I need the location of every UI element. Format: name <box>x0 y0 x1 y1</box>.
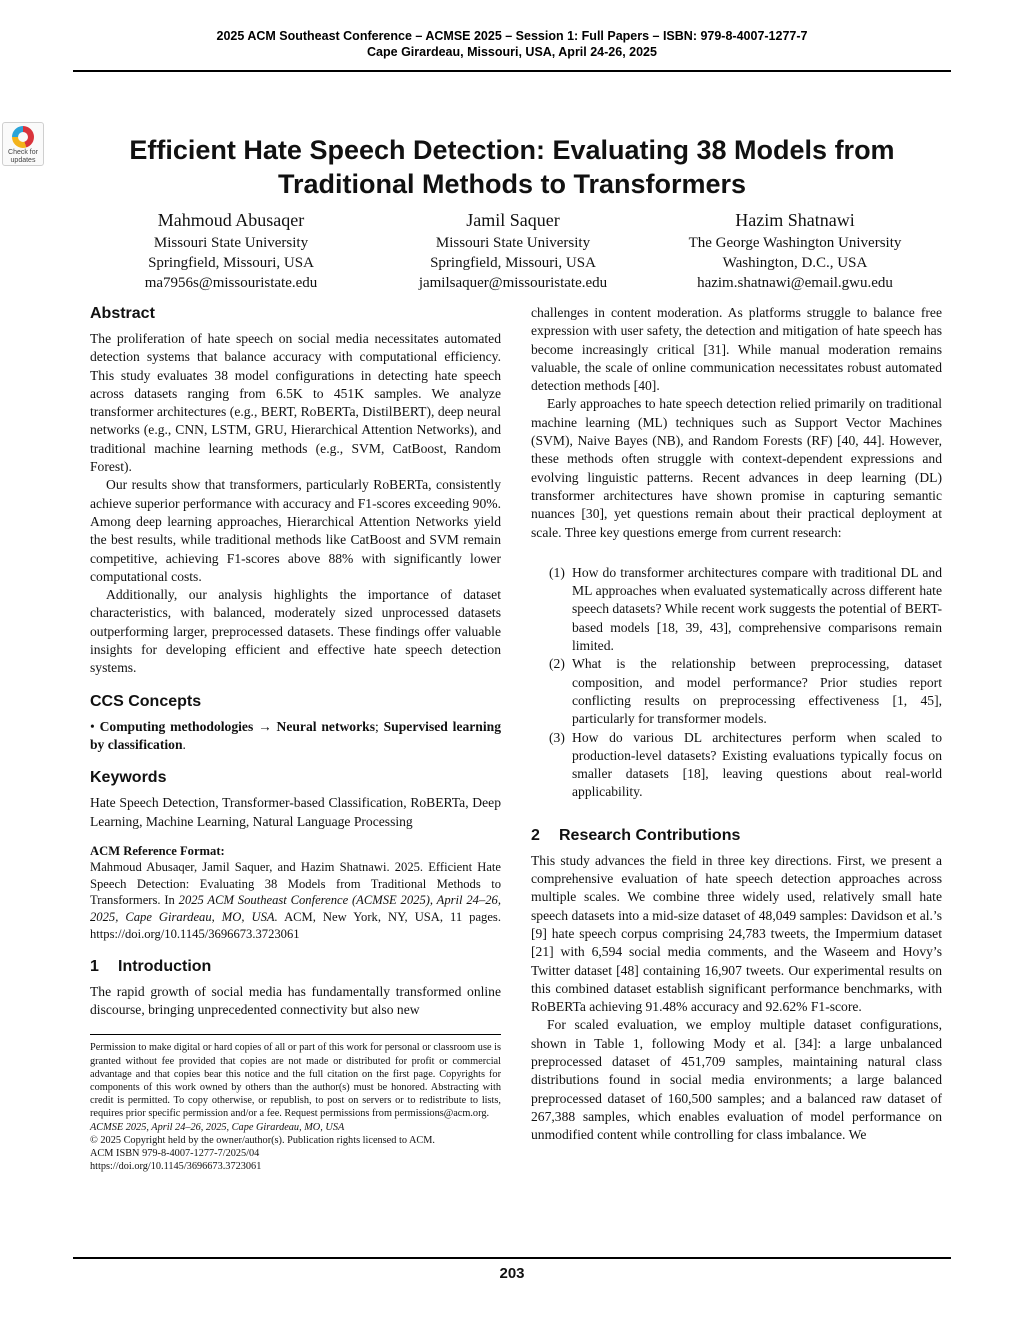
author-name: Mahmoud Abusaqer <box>157 210 305 230</box>
header-line-1: 2025 ACM Southeast Conference – ACMSE 2025 – Session 1: Full Papers – ISBN: 979-8-4007-1277-7 <box>216 29 808 43</box>
section-number: 1 <box>90 957 99 975</box>
section-number: 2 <box>531 826 540 844</box>
author-affiliation: Missouri State University <box>153 235 309 251</box>
author-location: Washington, D.C., USA <box>722 255 868 271</box>
permission-copyright: © 2025 Copyright held by the owner/author(s). Publication rights licensed to ACM. <box>90 1134 436 1146</box>
author-affiliation: The George Washington University <box>688 235 902 251</box>
reference-format-heading: ACM Reference Format: <box>90 843 225 858</box>
question-number: (1) <box>549 564 565 580</box>
ccs-arrow: → <box>258 718 272 734</box>
question-text: What is the relationship between preprocessing, dataset composition, and model performance? Prior studies report conflicting results on preprocessing effectiveness [1, 45], particularly for transformer models. <box>572 656 942 727</box>
question-text: How do various DL architectures perform when scaled to production-level datasets? Existing evaluations typically focus on smaller datasets [18], leaving questions about real-world applicability. <box>572 729 942 800</box>
reference-format-text <box>90 859 501 943</box>
question-text: How do transformer architectures compare with traditional DL and ML approaches when evaluated systematically across different hate speech datasets? While recent work suggests the potential of BERT-based models [18, 39, 43], comprehensive comparisons remain limited. <box>572 564 942 654</box>
permission-footnote <box>90 1041 501 1173</box>
author-email[interactable]: hazim.shatnawi@email.gwu.edu <box>697 275 893 291</box>
research-questions-list <box>531 564 942 802</box>
list-item <box>531 655 942 728</box>
author-location: Springfield, Missouri, USA <box>148 255 314 271</box>
author-3 <box>654 208 936 293</box>
author-email[interactable]: jamilsaquer@missouristate.edu <box>418 275 608 291</box>
contributions-heading <box>531 826 942 846</box>
section-title: Introduction <box>118 957 212 975</box>
section-title: Research Contributions <box>559 826 741 844</box>
author-block <box>90 208 936 293</box>
footer-rule <box>73 1257 951 1259</box>
abstract-paragraph-2: Our results show that transformers, particularly RoBERTa, consistently achieve superior performance with accuracy and F1-scores exceeding 90%. Among deep learning approaches, Hierarchical Attention Networks yield the best results, while traditional methods like CatBoost and SVM remain competitive, achieving F1-scores above 88% with significantly lower computational costs. <box>90 477 501 584</box>
introduction-paragraph-2: Early approaches to hate speech detection relied primarily on traditional machine learning (ML) techniques such as Support Vector Machines (SVM), Naive Bayes (NB), and Random Forests (RF) [40, 44]. However, these methods often struggle with context-dependent expressions and evolving linguistic patterns. Recent advances in deep learning (DL) transformer architectures have shown promise in capturing semantic nuances [30], yet questions remain about their practical deployment at scale. Three key questions emerge from current research: <box>531 396 942 540</box>
abstract-paragraph-1: The proliferation of hate speech on social media necessitates automated detection systems that balance accuracy with computational efficiency. This study evaluates 38 model configurations in detecting hate speech across datasets ranging from 6.5K to 451K samples. We analyze transformer architectures (e.g., BERT, RoBERTa, DistilBERT), deep neural networks (e.g., CNN, LSTM, GRU, Hierarchical Attention Networks), and traditional machine learning methods (e.g., SVM, CatBoost, Random Forest). <box>90 331 501 475</box>
ccs-concepts <box>90 718 501 755</box>
author-location: Springfield, Missouri, USA <box>430 255 596 271</box>
list-item <box>531 729 942 802</box>
introduction-paragraph-1: The rapid growth of social media has fundamentally transformed online discourse, bringing unprecedented connectivity but also new <box>90 983 501 1018</box>
author-email[interactable]: ma7956s@missouristate.edu <box>144 275 318 291</box>
title-line-1: Efficient Hate Speech Detection: Evaluating 38 Models from <box>129 135 895 165</box>
ccs-item-1: Computing methodologies <box>99 718 254 734</box>
reference-pre: Mahmoud Abusaqer, Jamil Saquer, and Hazim Shatnawi. 2025. Efficient Hate Speech Detection: Evaluating 38 Models from Traditional Methods to Transformers. In <box>90 859 501 908</box>
ccs-separator: ; <box>375 718 379 734</box>
ccs-item-2: Neural networks <box>276 718 375 734</box>
reference-venue: 2025 ACM Southeast Conference (ACMSE 2025), April 24–26, 2025, Cape Girardeau, MO, USA. <box>90 893 501 925</box>
introduction-section <box>90 957 501 1020</box>
keywords-text: Hate Speech Detection, Transformer-based Classification, RoBERTa, Deep Learning, Machine Learning, Natural Language Processing <box>90 795 501 829</box>
paper-title <box>0 133 1024 201</box>
right-column <box>531 304 942 1144</box>
permission-text: Permission to make digital or hard copies of all or part of this work for personal or classroom use is granted without fee provided that copies are not made or distributed for profit or commercial advantage and that copies bear this notice and the full citation on the first page. Copyrights for components of this work owned by others than the author(s) must be honored. Abstracting with credit is permitted. To copy otherwise, or republish, to post on servers or to redistribute to lists, requires prior specific permission and/or a fee. Request permissions from permissions@acm.org. <box>90 1042 501 1120</box>
contributions-paragraph-2: For scaled evaluation, we employ multiple dataset configurations, shown in Table 1, following Mody et al. [34]: a large unbalanced preprocessed dataset of 451,709 samples, maintaining natural class distributions found in social media environments; a large balanced preprocessed dataset of 160,500 samples; and a balanced raw dataset of 267,388 samples, which enables evaluation of model performance on unmodified content while controlling for class imbalance. We <box>531 1017 942 1143</box>
author-name: Jamil Saquer <box>466 210 560 230</box>
contributions-section <box>531 826 942 1145</box>
list-item <box>531 564 942 655</box>
permission-isbn: ACM ISBN 979-8-4007-1277-7/2025/04 <box>90 1148 260 1160</box>
header-line-2: Cape Girardeau, Missouri, USA, April 24-26, 2025 <box>367 45 657 59</box>
author-name: Hazim Shatnawi <box>735 210 855 230</box>
introduction-heading <box>90 957 501 977</box>
title-line-2: Traditional Methods to Transformers <box>277 169 747 199</box>
ccs-item-3: Supervised learning by classification <box>90 718 501 752</box>
keywords-heading: Keywords <box>90 769 167 787</box>
introduction-paragraph-1-continued: challenges in content moderation. As platforms struggle to balance free expression with user safety, the detection and mitigation of hate speech has become increasingly critical [31]. While manual moderation remains valuable, the scale of online communication necessitates robust automated detection methods [40]. <box>531 305 942 394</box>
author-affiliation: Missouri State University <box>435 235 591 251</box>
permission-venue: ACMSE 2025, April 24–26, 2025, Cape Girardeau, MO, USA <box>90 1121 345 1133</box>
question-number: (2) <box>549 656 565 672</box>
crossmark-label-2: updates <box>10 157 36 164</box>
ccs-heading: CCS Concepts <box>90 692 202 710</box>
crossmark-label-1: Check for <box>8 149 38 156</box>
keywords-section <box>90 768 501 831</box>
header-rule <box>73 70 951 72</box>
author-1 <box>90 208 372 293</box>
ccs-end: . <box>182 736 186 752</box>
question-number: (3) <box>549 729 565 745</box>
ccs-bullet: • <box>90 718 95 734</box>
contributions-paragraph-1: This study advances the field in three key directions. First, we present a comprehensive evaluation of hate speech detection approaches across multiple scales. We combine three widely used, relatively small hate speech datasets into a mid-size dataset of 48,049 samples: Davidson et al.’s [9] hate speech corpus comprising 24,783 tweets, the Impermium dataset [21] with 6,594 social media comments, and the Waseem and Hovy’s Twitter dataset [48] containing 16,907 tweets. Our experimental results on this combined dataset establish significant performance benchmarks, with RoBERTa achieving 91.48% accuracy and 92.62% F1-score. <box>531 852 942 1015</box>
footnote-rule <box>90 1034 501 1035</box>
permission-doi[interactable]: https://doi.org/10.1145/3696673.3723061 <box>90 1161 262 1173</box>
page-number: 203 <box>499 1265 525 1282</box>
abstract-paragraph-3: Additionally, our analysis highlights the importance of dataset characteristics, with balanced, moderately sized unprocessed datasets outperforming larger, preprocessed datasets. These findings offer valuable insights for developing efficient and effective hate speech detection systems. <box>90 587 501 676</box>
author-2 <box>372 208 654 293</box>
running-header <box>0 28 1024 60</box>
abstract-heading: Abstract <box>90 305 155 322</box>
reference-post: ACM, New York, NY, USA, 11 pages. https://doi.org/10.1145/3696673.3723061 <box>90 910 501 942</box>
left-column <box>90 304 501 1173</box>
ccs-section <box>90 692 501 755</box>
